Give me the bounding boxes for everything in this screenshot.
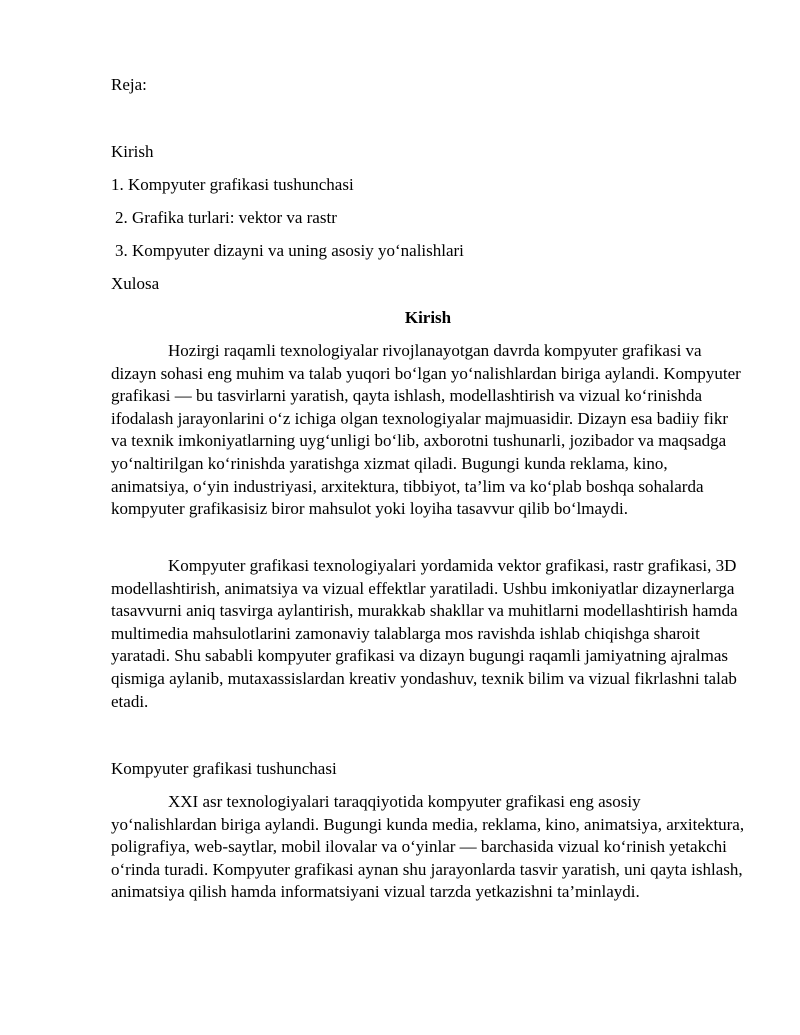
intro-paragraph-2: Kompyuter grafikasi texnologiyalari yordamida vektor grafikasi, rastr grafikasi, 3D modellashtirish, animatsiya va vizual effektlar yaratiladi. Ushbu imkoniyatlar dizaynerlarga tasavvurni aniq tasvirga aylantirish, murakkab shakllar va muhitlarni modellashtirish hamda multimedia mahsulotlarini zamonaviy talablarga mos ravishda ishlab chiqishga sharoit yaratadi. Shu sababli kompyuter grafikasi va dizayn bugungi raqamli jamiyatning ajralmas qismiga aylanib, mutaxassislardan kreativ yondashuv, texnik bilim va vizual fikrlashni talab etadi. (111, 556, 738, 711)
section-paragraph: XXI asr texnologiyalari taraqqiyotida kompyuter grafikasi eng asosiy yo‘nalishlardan biriga aylandi. Bugungi kunda media, reklama, kino, animatsiya, arxitektura, poligrafiya, web-saytlar, mobil ilovalar va o‘yinlar — barchasida vizual ko‘rinish yetakchi o‘rinda turadi. Kompyuter grafikasi aynan shu jarayonlarda tasvir yaratish, uni qayta ishlash, animatsiya qilish hamda informatsiyani vizual tarzda yetkazishni ta’minlaydi. (111, 792, 745, 902)
plan-item-conclusion: Xulosa (111, 274, 160, 293)
section-heading: Kompyuter grafikasi tushunchasi (111, 759, 337, 778)
plan-item-2: 2. Grafika turlari: vektor va rastr (115, 208, 337, 227)
plan-item-intro: Kirish (111, 142, 154, 161)
intro-title: Kirish (404, 308, 452, 327)
intro-paragraph-1: Hozirgi raqamli texnologiyalar rivojlanayotgan davrda kompyuter grafikasi va dizayn sohasi eng muhim va talab yuqori bo‘lgan yo‘nalishlardan biriga aylandi. Kompyuter grafikasi — bu tasvirlarni yaratish, qayta ishlash, modellashtirish va vizual ko‘rinishda ifodalash jarayonlarini o‘z ichiga olgan texnologiyalar majmuasidir. Dizayn esa badiiy fikr va texnik imkoniyatlarning uyg‘unligi bo‘lib, axborotni tushunarli, jozibador va maqsadga yo‘naltirilgan ko‘rinishda yaratishga xizmat qiladi. Bugungi kunda reklama, kino, animatsiya, o‘yin industriyasi, arxitektura, tibbiyot, ta’lim va ko‘plab boshqa sohalarda kompyuter grafikasisiz biror mahsulot yoki loyiha tasavvur qilib bo‘lmaydi. (111, 341, 741, 519)
plan-item-3: 3. Kompyuter dizayni va uning asosiy yo‘nalishlari (115, 241, 464, 260)
plan-item-1: 1. Kompyuter grafikasi tushunchasi (111, 175, 354, 194)
plan-heading: Reja: (111, 75, 147, 94)
